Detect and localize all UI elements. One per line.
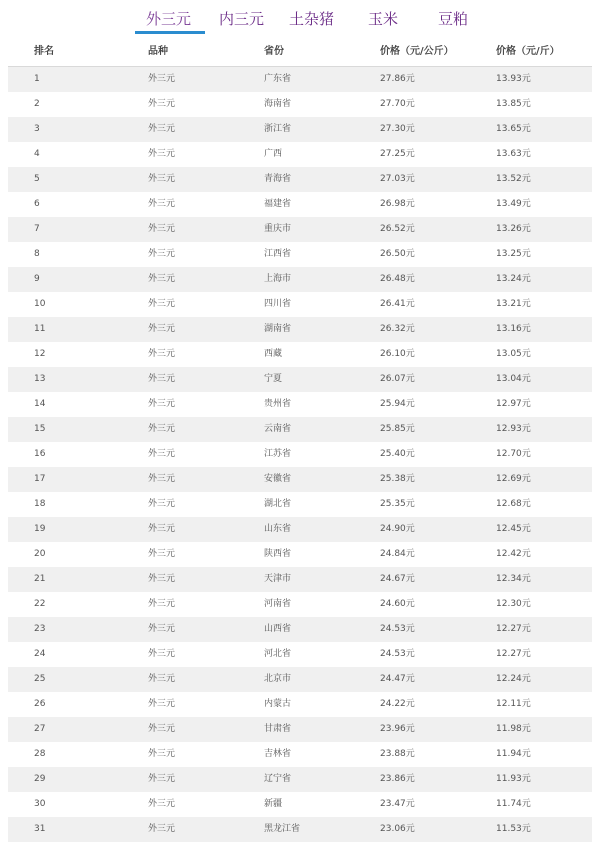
table-row: [8, 517, 592, 542]
cell-price-jin: 13.85元: [496, 99, 531, 109]
cell-price-jin: 13.24元: [496, 274, 531, 284]
cell-province: 河北省: [264, 649, 292, 659]
cell-price-kg: 23.86元: [380, 774, 415, 784]
cell-rank: 21: [34, 574, 46, 584]
cell-price-kg: 27.70元: [380, 99, 415, 109]
header-variety: 品种: [148, 46, 168, 57]
cell-province: 内蒙古: [264, 699, 292, 709]
cell-variety: 外三元: [148, 374, 176, 384]
cell-price-jin: 12.34元: [496, 574, 531, 584]
cell-price-jin: 12.27元: [496, 649, 531, 659]
table-row: [8, 667, 592, 692]
cell-rank: 23: [34, 624, 46, 634]
cell-province: 宁夏: [264, 374, 283, 384]
table-row: [8, 442, 592, 467]
cell-province: 甘肃省: [264, 724, 292, 734]
header-price-kg: 价格（元/公斤）: [380, 46, 454, 57]
table-row: [8, 767, 592, 792]
cell-rank: 18: [34, 499, 46, 509]
cell-variety: 外三元: [148, 699, 176, 709]
cell-province: 四川省: [264, 299, 292, 309]
table-body: [8, 67, 592, 842]
table-row: [8, 342, 592, 367]
table-row: [8, 492, 592, 517]
cell-price-jin: 12.42元: [496, 549, 531, 559]
cell-rank: 12: [34, 349, 46, 359]
header-price-jin: 价格（元/斤）: [496, 46, 560, 57]
header-province: 省份: [264, 46, 284, 57]
cell-variety: 外三元: [148, 474, 176, 484]
cell-variety: 外三元: [148, 674, 176, 684]
cell-province: 安徽省: [264, 474, 292, 484]
cell-variety: 外三元: [148, 199, 176, 209]
tab-wai-san-yuan[interactable]: 外三元: [146, 10, 192, 28]
cell-province: 广西: [264, 149, 283, 159]
cell-price-kg: 27.03元: [380, 174, 415, 184]
table-row: [8, 67, 592, 92]
cell-price-kg: 23.96元: [380, 724, 415, 734]
cell-variety: 外三元: [148, 624, 176, 634]
cell-price-jin: 12.68元: [496, 499, 531, 509]
cell-price-kg: 23.06元: [380, 824, 415, 834]
header-rank: 排名: [34, 46, 54, 57]
cell-province: 湖北省: [264, 499, 292, 509]
cell-variety: 外三元: [148, 299, 176, 309]
cell-rank: 26: [34, 699, 46, 709]
cell-price-jin: 11.98元: [496, 724, 531, 734]
cell-rank: 11: [34, 324, 46, 334]
cell-price-jin: 11.93元: [496, 774, 531, 784]
cell-rank: 13: [34, 374, 46, 384]
tab-dou-po[interactable]: 豆粕: [438, 10, 469, 28]
cell-province: 北京市: [264, 674, 292, 684]
table-row: [8, 142, 592, 167]
cell-price-kg: 24.22元: [380, 699, 415, 709]
cell-rank: 20: [34, 549, 46, 559]
cell-rank: 27: [34, 724, 46, 734]
cell-price-kg: 26.41元: [380, 299, 415, 309]
cell-price-kg: 24.67元: [380, 574, 415, 584]
cell-rank: 5: [34, 174, 40, 184]
cell-variety: 外三元: [148, 224, 176, 234]
cell-province: 云南省: [264, 424, 292, 434]
table-row: [8, 617, 592, 642]
cell-price-jin: 13.04元: [496, 374, 531, 384]
cell-variety: 外三元: [148, 124, 176, 134]
cell-rank: 16: [34, 449, 46, 459]
cell-price-kg: 27.30元: [380, 124, 415, 134]
cell-price-kg: 23.47元: [380, 799, 415, 809]
cell-price-kg: 27.25元: [380, 149, 415, 159]
cell-province: 江苏省: [264, 449, 292, 459]
cell-price-jin: 13.65元: [496, 124, 531, 134]
cell-variety: 外三元: [148, 274, 176, 284]
tab-tu-za-zhu[interactable]: 土杂猪: [289, 10, 335, 28]
cell-price-jin: 12.69元: [496, 474, 531, 484]
cell-province: 青海省: [264, 174, 292, 184]
table-row: [8, 592, 592, 617]
active-tab-indicator: [135, 31, 205, 34]
cell-price-kg: 26.10元: [380, 349, 415, 359]
cell-rank: 19: [34, 524, 46, 534]
cell-rank: 24: [34, 649, 46, 659]
cell-province: 贵州省: [264, 399, 292, 409]
cell-rank: 14: [34, 399, 46, 409]
cell-price-jin: 13.63元: [496, 149, 531, 159]
cell-price-kg: 26.48元: [380, 274, 415, 284]
cell-variety: 外三元: [148, 549, 176, 559]
cell-variety: 外三元: [148, 749, 176, 759]
cell-price-jin: 13.26元: [496, 224, 531, 234]
cell-price-jin: 13.05元: [496, 349, 531, 359]
cell-price-jin: 13.21元: [496, 299, 531, 309]
cell-province: 陕西省: [264, 549, 292, 559]
cell-province: 西藏: [264, 349, 283, 359]
cell-province: 新疆: [264, 799, 283, 809]
cell-price-jin: 13.16元: [496, 324, 531, 334]
cell-variety: 外三元: [148, 574, 176, 584]
cell-price-kg: 24.90元: [380, 524, 415, 534]
table-row: [8, 692, 592, 717]
cell-rank: 2: [34, 99, 40, 109]
cell-rank: 3: [34, 124, 40, 134]
cell-rank: 28: [34, 749, 46, 759]
table-row: [8, 317, 592, 342]
cell-province: 山西省: [264, 624, 292, 634]
cell-rank: 1: [34, 74, 40, 84]
cell-price-jin: 11.53元: [496, 824, 531, 834]
cell-price-kg: 26.32元: [380, 324, 415, 334]
cell-rank: 10: [34, 299, 46, 309]
cell-variety: 外三元: [148, 524, 176, 534]
cell-price-kg: 25.35元: [380, 499, 415, 509]
table-header: [8, 38, 592, 67]
cell-province: 福建省: [264, 199, 292, 209]
cell-province: 辽宁省: [264, 774, 292, 784]
cell-price-jin: 13.25元: [496, 249, 531, 259]
table-row: [8, 717, 592, 742]
cell-province: 黑龙江省: [264, 824, 301, 834]
cell-province: 湖南省: [264, 324, 292, 334]
cell-variety: 外三元: [148, 649, 176, 659]
table-row: [8, 192, 592, 217]
cell-price-jin: 13.52元: [496, 174, 531, 184]
cell-rank: 31: [34, 824, 46, 834]
cell-price-kg: 27.86元: [380, 74, 415, 84]
cell-price-kg: 26.50元: [380, 249, 415, 259]
cell-variety: 外三元: [148, 724, 176, 734]
cell-rank: 7: [34, 224, 40, 234]
cell-price-jin: 12.11元: [496, 699, 531, 709]
cell-province: 广东省: [264, 74, 292, 84]
cell-province: 重庆市: [264, 224, 292, 234]
cell-price-kg: 26.98元: [380, 199, 415, 209]
table-row: [8, 392, 592, 417]
cell-rank: 17: [34, 474, 46, 484]
cell-variety: 外三元: [148, 824, 176, 834]
table-row: [8, 817, 592, 842]
cell-price-kg: 24.60元: [380, 599, 415, 609]
cell-price-jin: 11.94元: [496, 749, 531, 759]
table-row: [8, 417, 592, 442]
cell-rank: 22: [34, 599, 46, 609]
cell-price-jin: 12.93元: [496, 424, 531, 434]
cell-rank: 8: [34, 249, 40, 259]
cell-province: 上海市: [264, 274, 292, 284]
cell-variety: 外三元: [148, 799, 176, 809]
cell-rank: 25: [34, 674, 46, 684]
cell-price-kg: 25.85元: [380, 424, 415, 434]
tab-yu-mi[interactable]: 玉米: [368, 10, 399, 28]
table-row: [8, 92, 592, 117]
cell-price-jin: 12.70元: [496, 449, 531, 459]
cell-variety: 外三元: [148, 324, 176, 334]
cell-price-jin: 12.97元: [496, 399, 531, 409]
cell-variety: 外三元: [148, 774, 176, 784]
cell-rank: 29: [34, 774, 46, 784]
cell-variety: 外三元: [148, 499, 176, 509]
cell-province: 河南省: [264, 599, 292, 609]
category-tabs: [0, 0, 600, 36]
tab-nei-san-yuan[interactable]: 内三元: [219, 10, 265, 28]
table-row: [8, 217, 592, 242]
cell-price-jin: 12.27元: [496, 624, 531, 634]
cell-price-kg: 24.53元: [380, 649, 415, 659]
table-row: [8, 792, 592, 817]
table-row: [8, 292, 592, 317]
cell-variety: 外三元: [148, 74, 176, 84]
table-row: [8, 167, 592, 192]
cell-price-jin: 13.93元: [496, 74, 531, 84]
cell-rank: 30: [34, 799, 46, 809]
cell-price-jin: 12.45元: [496, 524, 531, 534]
cell-variety: 外三元: [148, 399, 176, 409]
cell-province: 海南省: [264, 99, 292, 109]
cell-variety: 外三元: [148, 449, 176, 459]
table-row: [8, 542, 592, 567]
cell-price-kg: 25.40元: [380, 449, 415, 459]
cell-province: 浙江省: [264, 124, 292, 134]
table-row: [8, 642, 592, 667]
cell-province: 江西省: [264, 249, 292, 259]
cell-price-kg: 25.94元: [380, 399, 415, 409]
cell-price-jin: 12.30元: [496, 599, 531, 609]
cell-price-kg: 24.47元: [380, 674, 415, 684]
cell-price-kg: 24.53元: [380, 624, 415, 634]
cell-price-kg: 26.52元: [380, 224, 415, 234]
table-row: [8, 117, 592, 142]
cell-variety: 外三元: [148, 349, 176, 359]
table-row: [8, 267, 592, 292]
cell-price-kg: 26.07元: [380, 374, 415, 384]
cell-variety: 外三元: [148, 99, 176, 109]
cell-province: 山东省: [264, 524, 292, 534]
price-table: [8, 38, 592, 842]
cell-price-kg: 24.84元: [380, 549, 415, 559]
table-row: [8, 367, 592, 392]
table-row: [8, 742, 592, 767]
cell-province: 天津市: [264, 574, 292, 584]
cell-price-jin: 11.74元: [496, 799, 531, 809]
cell-rank: 4: [34, 149, 40, 159]
cell-rank: 9: [34, 274, 40, 284]
cell-variety: 外三元: [148, 599, 176, 609]
cell-variety: 外三元: [148, 249, 176, 259]
cell-variety: 外三元: [148, 424, 176, 434]
cell-rank: 15: [34, 424, 46, 434]
table-row: [8, 567, 592, 592]
cell-price-kg: 25.38元: [380, 474, 415, 484]
cell-price-jin: 13.49元: [496, 199, 531, 209]
cell-province: 吉林省: [264, 749, 292, 759]
table-row: [8, 467, 592, 492]
cell-price-kg: 23.88元: [380, 749, 415, 759]
table-row: [8, 242, 592, 267]
cell-variety: 外三元: [148, 174, 176, 184]
cell-price-jin: 12.24元: [496, 674, 531, 684]
cell-variety: 外三元: [148, 149, 176, 159]
cell-rank: 6: [34, 199, 40, 209]
